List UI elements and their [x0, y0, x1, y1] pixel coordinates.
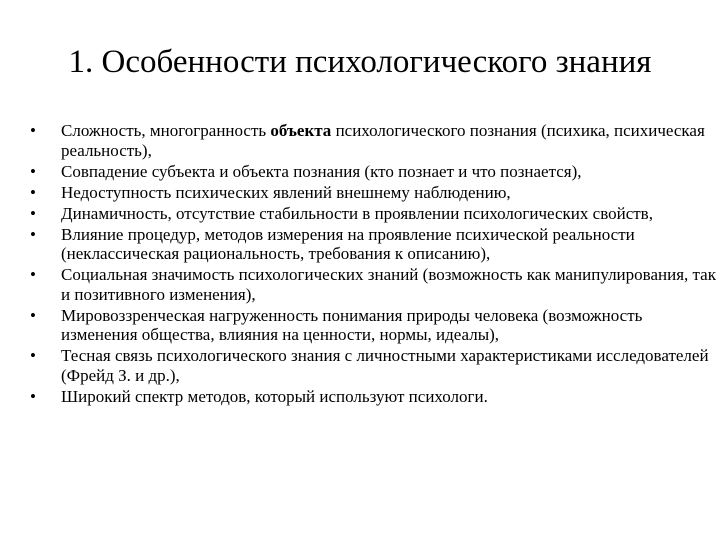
list-item	[30, 387, 720, 407]
list-item-text: Широкий спектр методов, который используют психологи.	[61, 386, 488, 406]
list-item-text: Влияние процедур, методов измерения на проявление психической реальности (неклассическая рациональность, требования к описанию),	[61, 224, 635, 264]
bullet-marker: •	[30, 161, 36, 181]
list-item-text-start: Сложность, многогранность	[61, 121, 271, 140]
bullet-marker: •	[30, 121, 36, 140]
list-item-text: Динамичность, отсутствие стабильности в проявлении психологических свойств,	[61, 203, 653, 223]
bullet-marker: •	[30, 305, 36, 325]
bullet-marker: •	[30, 386, 36, 406]
bullet-marker: •	[30, 346, 36, 366]
list-item	[30, 225, 720, 264]
list-item-text	[61, 121, 720, 160]
list-item-text: Недоступность психических явлений внешнему наблюдению,	[61, 182, 511, 202]
list-item	[30, 121, 720, 160]
list-item	[30, 265, 720, 304]
list-item-text: Социальная значимость психологических знаний (возможность как манипулирования, так и позитивного изменения),	[61, 265, 716, 304]
list-item-text: Тесная связь психологического знания с личностными характеристиками исследователей (Фрейд З. и др.),	[61, 346, 709, 385]
list-item-text-bold: объекта	[270, 121, 332, 140]
list-item-text-end: психологического познания (психика, психическая реальность),	[61, 121, 705, 160]
list-item	[30, 162, 720, 182]
list-item	[30, 346, 720, 385]
list-item	[30, 306, 720, 345]
slide-title: 1. Особенности психологического знания	[68, 44, 652, 80]
list-item	[30, 204, 720, 224]
bullet-marker: •	[30, 224, 36, 244]
list-item	[30, 183, 720, 203]
bullet-marker: •	[30, 265, 36, 285]
bullet-list	[30, 121, 720, 408]
bullet-marker: •	[30, 203, 36, 223]
list-item-text: Мировоззренческая нагруженность понимания природы человека (возможность изменения общества, влияния на ценности, нормы, идеалы),	[61, 305, 643, 345]
list-item-text: Совпадение субъекта и объекта познания (кто познает и что познается),	[61, 161, 582, 181]
bullet-marker: •	[30, 182, 36, 202]
